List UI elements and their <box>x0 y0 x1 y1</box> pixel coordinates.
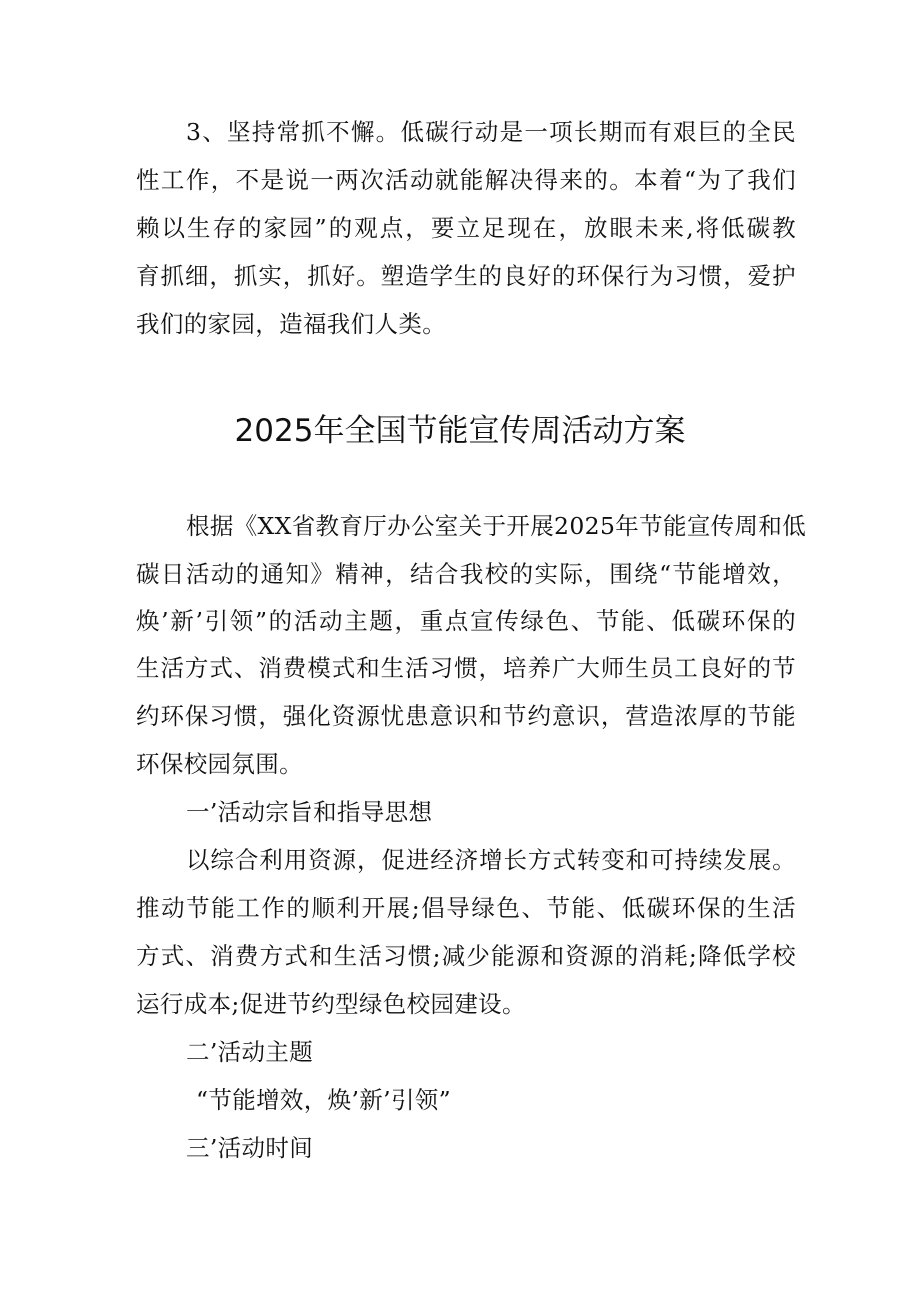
paragraph-line: 焕’新’引领”的活动主题，重点宣传绿色、节能、低碳环保的 <box>136 607 796 635</box>
paragraph-line: 性工作，不是说一两次活动就能解决得来的。本着“为了我们 <box>136 166 796 194</box>
theme-quote: “节能增效，焕’新’引领” <box>196 1086 452 1114</box>
paragraph-line: 推动节能工作的顺利开展;倡导绿色、节能、低碳环保的生活 <box>136 894 796 922</box>
paragraph-line: 运行成本;促进节约型绿色校园建设。 <box>136 990 526 1018</box>
paragraph-line: 赖以生存的家园”的观点，要立足现在，放眼未来,将低碳教 <box>136 214 796 242</box>
paragraph-line: 方式、消费方式和生活习惯;减少能源和资源的消耗;降低学校 <box>136 942 796 970</box>
paragraph-line: 3、坚持常抓不懈。低碳行动是一项长期而有艰巨的全民 <box>186 118 796 146</box>
paragraph-line: 育抓细，抓实，抓好。塑造学生的良好的环保行为习惯，爱护 <box>136 262 796 290</box>
paragraph-line: 环保校园氛围。 <box>136 750 303 778</box>
page-title: 2025年全国节能宣传周活动方案 <box>234 413 686 449</box>
paragraph-line: 碳日活动的通知》精神，结合我校的实际，围绕“节能增效， <box>136 560 796 588</box>
paragraph-line: 以综合利用资源，促进经济增长方式转变和可持续发展。 <box>186 846 796 874</box>
paragraph-line: 我们的家园，造福我们人类。 <box>136 310 447 338</box>
section-heading: 一’活动宗旨和指导思想 <box>186 798 433 826</box>
paragraph-line: 生活方式、消费模式和生活习惯，培养广大师生员工良好的节 <box>136 654 796 682</box>
section-heading: 二’活动主题 <box>186 1038 314 1066</box>
paragraph-line: 根据《XX省教育厅办公室关于开展2025年节能宣传周和低 <box>186 512 807 540</box>
paragraph-line: 约环保习惯，强化资源忧患意识和节约意识，营造浓厚的节能 <box>136 702 796 730</box>
section-heading: 三’活动时间 <box>186 1134 314 1162</box>
